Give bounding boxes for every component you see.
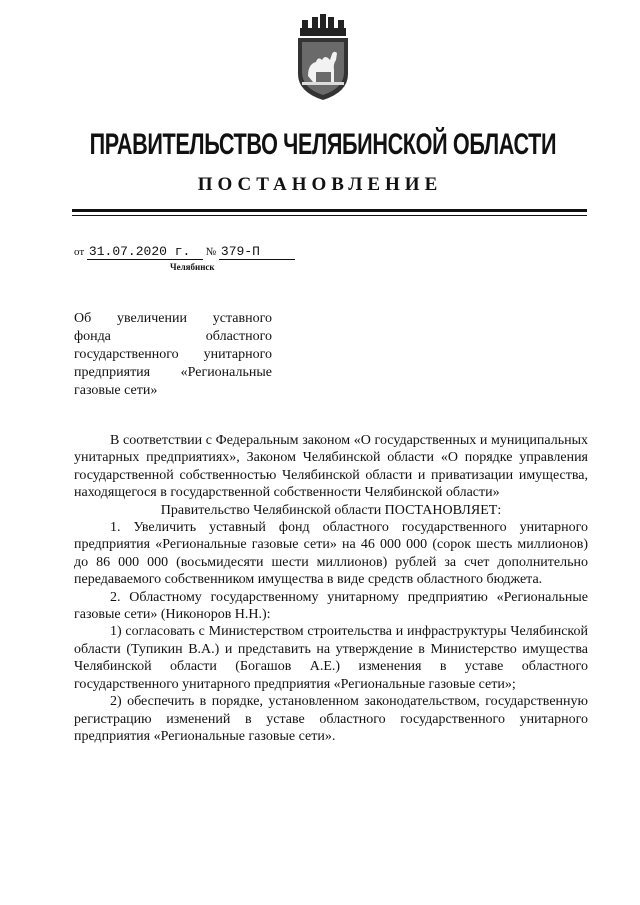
resolution-heading: Правительство Челябинской области ПОСТАНОВЛЯЕТ: xyxy=(160,502,502,518)
document-subject xyxy=(74,310,272,400)
date-number-line xyxy=(74,244,295,260)
item-2-1: 1) согласовать с Министерством строительства и инфраструктуры Челябинской области (Тупикин В.А.) и представить на утверждение в Министерство имущества Челябинской области (Богашов А.Е.) изменения в уставе областного государственного унитарного предприятия «Региональные газовые сети»; xyxy=(74,624,588,692)
subject-line: Об увеличении уставного xyxy=(74,311,272,326)
date-prefix: от xyxy=(74,246,85,258)
item-2: 2. Областному государственному унитарному предприятию «Региональные газовые сети» (Никоноров Н.Н.): xyxy=(74,589,588,623)
number-prefix: № xyxy=(205,246,217,258)
document-number: 379-П xyxy=(219,244,295,260)
subject-line: газовые сети» xyxy=(74,383,158,398)
document-date: 31.07.2020 г. xyxy=(87,244,203,260)
item-2-2: 2) обеспечить в порядке, установленном законодательством, государственную регистрацию изменений в уставе областного государственного унитарного предприятия «Региональные газовые сети». xyxy=(74,694,588,744)
preamble-paragraph: В соответствии с Федеральным законом «О государственных и муниципальных унитарных предприятиях», Законом Челябинской области «О порядке управления государственной собственностью Челябинской области и приватизации имущества, находящегося в государственной собственности Челябинской области» xyxy=(74,433,588,501)
document-issuer-title: ПРАВИТЕЛЬСТВО ЧЕЛЯБИНСКОЙ ОБЛАСТИ xyxy=(89,128,557,161)
subject-line: фонда областного xyxy=(74,329,272,344)
coat-of-arms-icon xyxy=(292,14,354,100)
header-divider-thick xyxy=(72,209,587,212)
item-1: 1. Увеличить уставный фонд областного государственного унитарного предприятия «Региональные газовые сети» на 46 000 000 (сорок шесть миллионов) до 86 000 000 (восьмидесяти шести миллионов) рублей за счет дополнительно передаваемого собственником имущества в виде средств областного бюджета. xyxy=(74,520,588,588)
document-city: Челябинск xyxy=(170,262,215,272)
document-type-title: ПОСТАНОВЛЕНИЕ xyxy=(197,174,443,195)
header-divider-thin xyxy=(72,215,587,216)
subject-line: государственного унитарного xyxy=(74,347,272,362)
document-body xyxy=(74,432,588,745)
subject-line: предприятия «Региональные xyxy=(74,365,272,380)
